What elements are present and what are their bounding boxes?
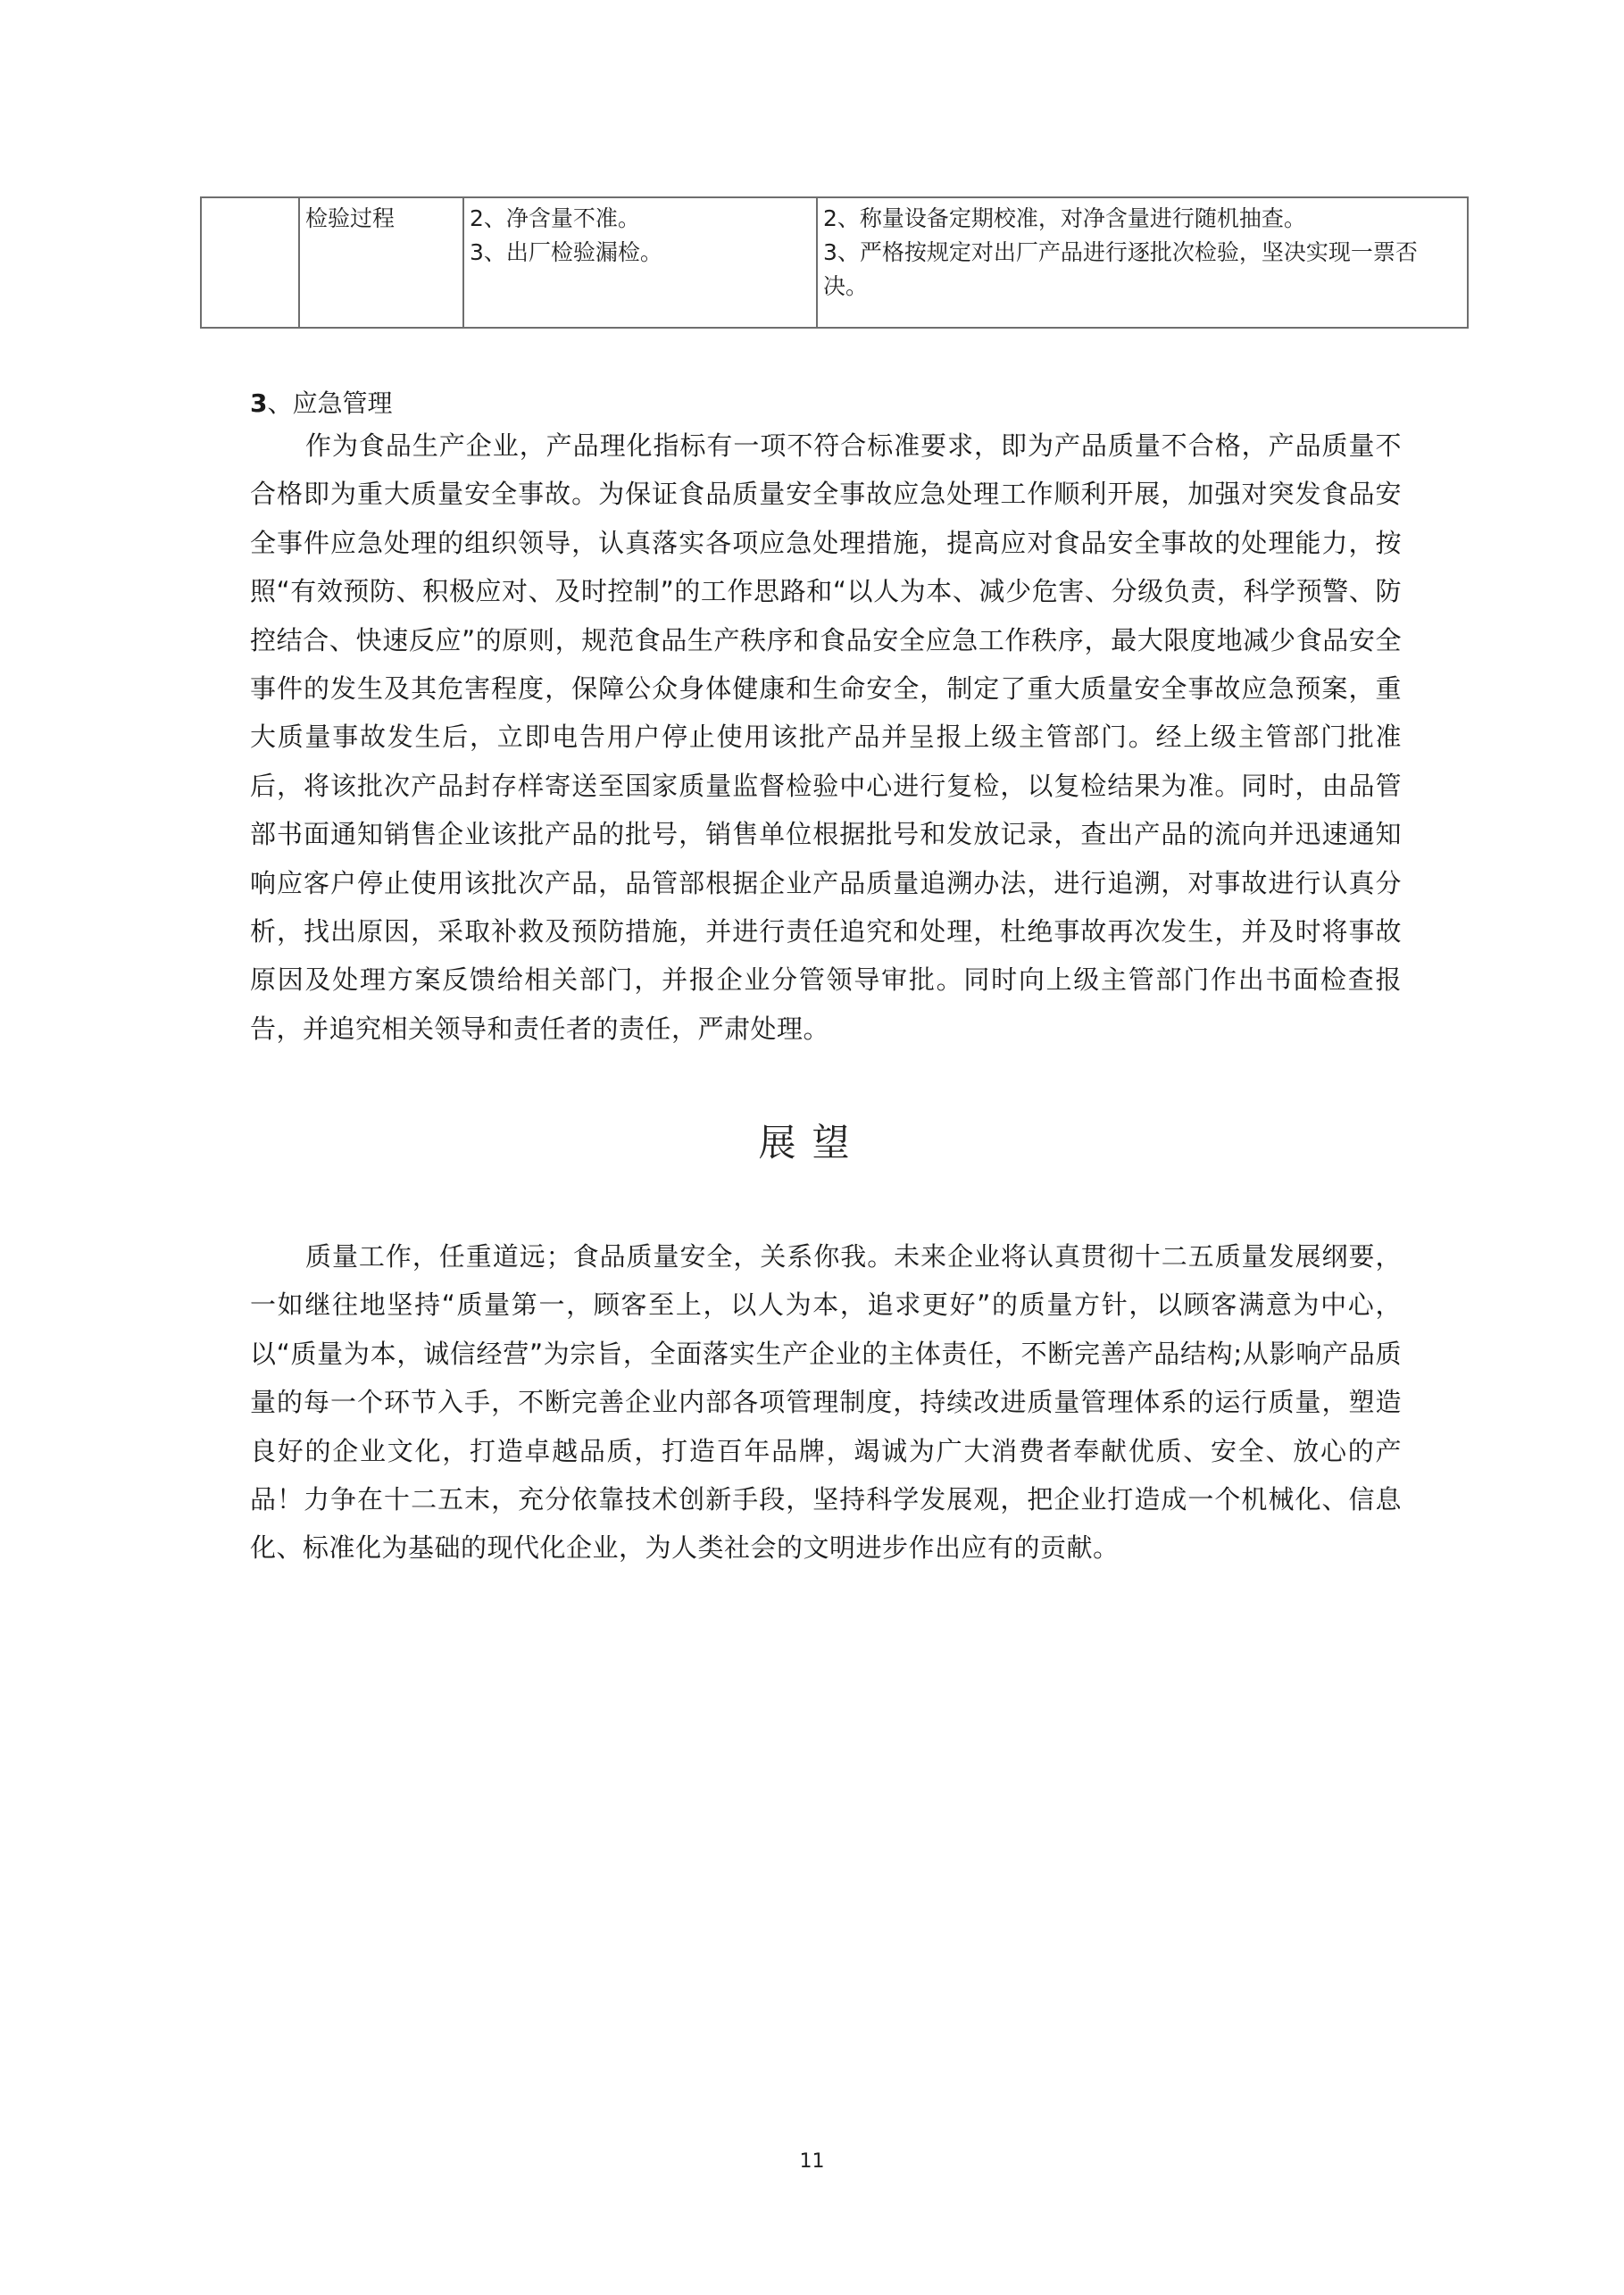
risk-item: 2、净含量不准。 (470, 205, 640, 231)
quality-control-table (200, 196, 1469, 329)
measure-item: 3、严格按规定对出厂产品进行逐批次检验，坚决实现一票否决。 (823, 239, 1418, 299)
stage-label: 检验过程 (305, 205, 396, 231)
table-row (201, 197, 1468, 328)
risk-item: 3、出厂检验漏检。 (470, 239, 662, 265)
section-heading-emergency (250, 386, 393, 421)
table-cell-measures (817, 197, 1468, 328)
outlook-paragraph: 质量工作，任重道远；食品质量安全，关系你我。未来企业将认真贯彻十二五质量发展纲要，一如继往地坚持“质量第一，顾客至上，以人为本，追求更好”的质量方针，以顾客满意为中心，以“质量为本，诚信经营”为宗旨，全面落实生产企业的主体责任，不断完善产品结构;从影响产品质量的每一个环节入手，不断完善企业内部各项管理制度，持续改进质量管理体系的运行质量，塑造良好的企业文化，打造卓越品质，打造百年品牌，竭诚为广大消费者奉献优质、安全、放心的产品！力争在十二五末，充分依靠技术创新手段，坚持科学发展观，把企业打造成一个机械化、信息化、标准化为基础的现代化企业，为人类社会的文明进步作出应有的贡献。 (250, 1241, 1402, 1564)
measure-item: 2、称量设备定期校准，对净含量进行随机抽查。 (823, 205, 1306, 231)
section-title: 、应急管理 (267, 388, 393, 418)
table-cell-stage (299, 197, 463, 328)
page-number: 11 (799, 2150, 825, 2173)
emergency-paragraph: 作为食品生产企业，产品理化指标有一项不符合标准要求，即为产品质量不合格，产品质量不合格即为重大质量安全事故。为保证食品质量安全事故应急处理工作顺利开展，加强对突发食品安全事件应急处理的组织领导，认真落实各项应急处理措施，提高应对食品安全事故的处理能力，按照“有效预防、积极应对、及时控制”的工作思路和“以人为本、减少危害、分级负责，科学预警、防控结合、快速反应”的原则，规范食品生产秩序和食品安全应急工作秩序，最大限度地减少食品安全事件的发生及其危害程度，保障公众身体健康和生命安全，制定了重大质量安全事故应急预案，重大质量事故发生后，立即电告用户停止使用该批产品并呈报上级主管部门。经上级主管部门批准后，将该批次产品封存样寄送至国家质量监督检验中心进行复检，以复检结果为准。同时，由品管部书面通知销售企业该批产品的批号，销售单位根据批号和发放记录，查出产品的流向并迅速通知响应客户停止使用该批次产品，品管部根据企业产品质量追溯办法，进行追溯，对事故进行认真分析，找出原因，采取补救及预防措施，并进行责任追究和处理，杜绝事故再次发生，并及时将事故原因及处理方案反馈给相关部门，并报企业分管领导审批。同时向上级主管部门作出书面检查报告，并追究相关领导和责任者的责任，严肃处理。 (250, 430, 1402, 1044)
outlook-title: 展望 (758, 1121, 866, 1164)
section-number: 3 (250, 388, 268, 418)
table-cell-risks (463, 197, 817, 328)
table-cell-category (201, 197, 299, 328)
